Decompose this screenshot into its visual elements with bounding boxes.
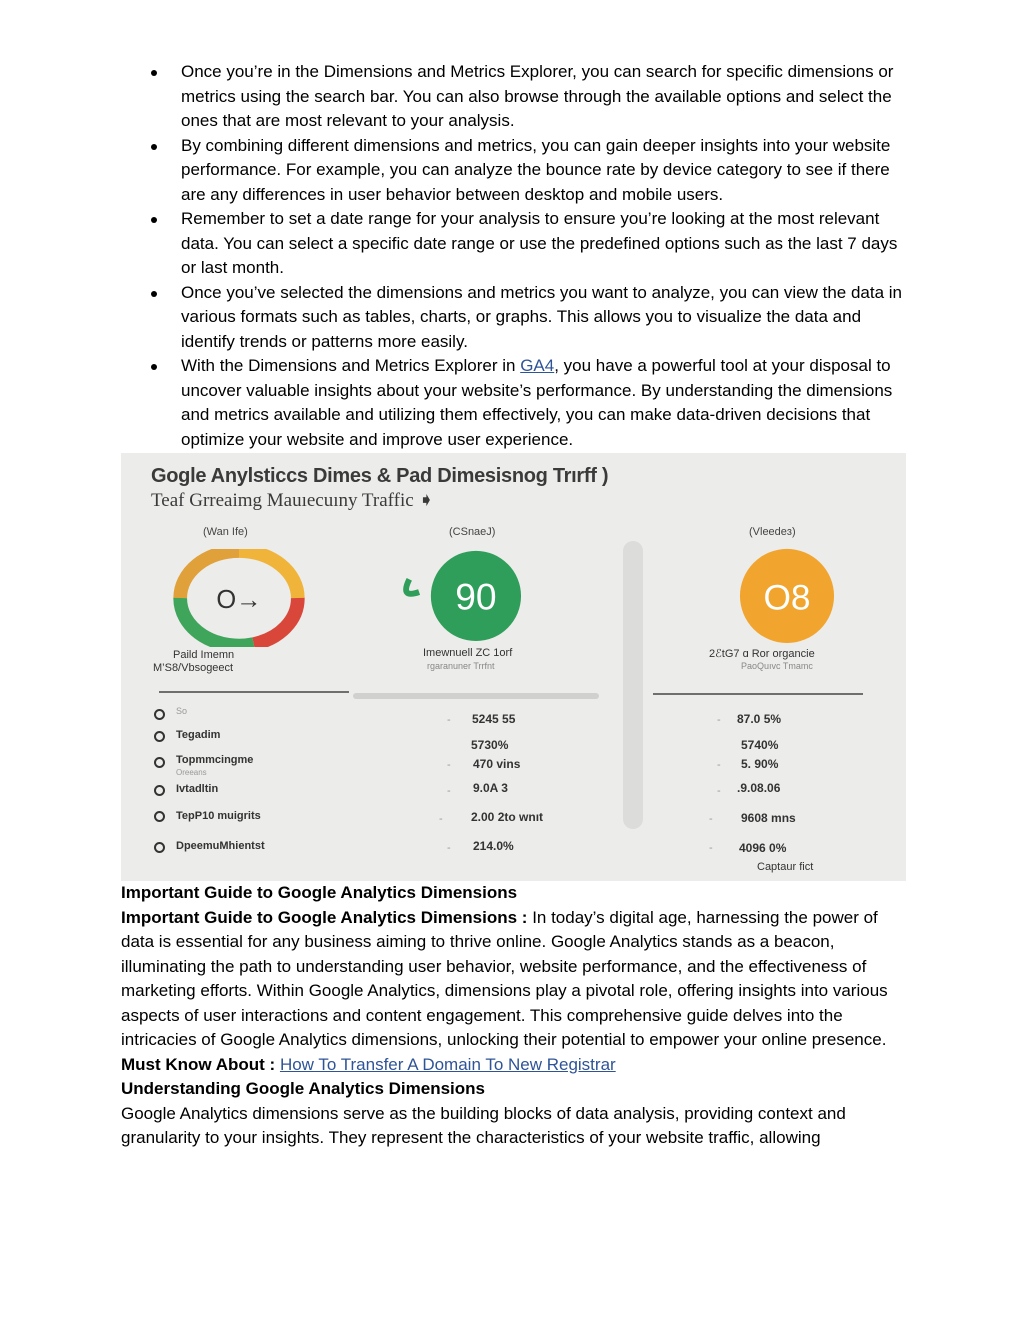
vertical-track (623, 541, 643, 829)
column-label: (Vleedeɜ) (749, 526, 796, 538)
row-value: 214.0% (473, 839, 514, 853)
column-caption-sub: M’S8/Vbsogeect (153, 662, 234, 674)
figure-title: Gogle Anylsticcs Dimes & Pad Dimesisnog Trırff ) (151, 465, 609, 487)
row-value: 470 vins (473, 757, 521, 771)
row-bullet-icon (154, 842, 165, 853)
body-paragraph: Google Analytics dimensions serve as the building blocks of data analysis, providing context and granularity to your insights. They represent the characteristics of your website traffic, allowing (121, 1103, 846, 1147)
row-value: 5245 55 (472, 712, 516, 726)
divider (159, 691, 349, 693)
column-caption: Imewnuell ZC 1orf (423, 647, 513, 659)
analytics-infographic: Gogle Anylsticcs Dimes & Pad Dimesisnog Trırff ) Teaf Grreaimg Mauıecuıny Traffic ➧ (Wan Ife) (CSnaeJ) (Vleedeɜ) O→ 90 O8 Paild Imemn M’S8/Vbsogeect Imewnuell ZC 1orf rgaranuner Trrfnt 2ℰtG7 ɑ Ror organcie PaoQuıvc Tmamc So - 5245 55 - 87.0 5% Tegadim 5730% 5740% Topmmcingme Oreeans - 470 vins - 5. 90% Ivtadltin - 9.0A 3 - .9.08.06 TepP10 muigrits - 2.00 2to wnıt - 9608 mns DpeemuMhientst - 214.0% - 4096 0% Captaur fict (121, 453, 906, 881)
row-bullet-icon (154, 757, 165, 768)
column-caption-sub: PaoQuıvc Tmamc (741, 661, 813, 671)
bullet-dot (151, 217, 157, 223)
column-caption-sub: rgaranuner Trrfnt (427, 661, 495, 671)
figure-subtitle: Teaf Grreaimg Mauıecuıny Traffic ➧ (151, 490, 435, 511)
donut-chart-icon (165, 549, 313, 647)
row-value: 9608 mns (741, 811, 796, 825)
row-label: So (176, 706, 188, 716)
svg-text:90: 90 (455, 575, 497, 618)
column-caption: 2ℰtG7 ɑ Ror organcie (709, 648, 815, 660)
row-label: TepP10 muigrits (176, 810, 261, 822)
bullet-list (121, 60, 906, 452)
bullet-dot (151, 364, 157, 370)
column-label: (Wan Ife) (203, 526, 248, 538)
row-label: Ivtadltin (176, 783, 219, 795)
bullet-item: With the Dimensions and Metrics Explorer in GA4, you have a powerful tool at your disposal to uncover valuable insights about your website’s performance. By understanding the dimensions and metrics available and utilizing them effectively, you can make data-driven decisions that optimize your website and improve user experience. (121, 354, 906, 452)
row-label: Tegadim (176, 729, 221, 741)
row-value: 9.0A 3 (473, 781, 508, 795)
column-label: (CSnaeJ) (449, 526, 496, 538)
bullet-dot (151, 70, 157, 76)
divider (353, 693, 599, 699)
must-know-line: Must Know About : How To Transfer A Domain To New Registrar (121, 1054, 616, 1074)
bullet-item: Remember to set a date range for your analysis to ensure you’re looking at the most relevant data. You can select a specific date range or use the predefined options such as the last 7 days or last month. (121, 207, 906, 281)
row-value: 87.0 5% (737, 712, 782, 726)
row-value: 5740% (741, 738, 779, 752)
svg-text:O→: O→ (216, 585, 262, 614)
row-value: 2.00 2to wnıt (471, 810, 544, 824)
row-bullet-icon (154, 785, 165, 796)
orange-badge-icon (713, 545, 861, 643)
green-badge-icon (399, 545, 547, 643)
row-bullet-icon (154, 709, 165, 720)
svg-text:O8: O8 (763, 578, 811, 618)
row-value: 5730% (471, 738, 509, 752)
bullet-item: Once you’re in the Dimensions and Metrics Explorer, you can search for specific dimensions or metrics using the search bar. You can also browse through the available options and select the ones that are most relevant to your analysis. (121, 60, 906, 134)
bullet-dot (151, 144, 157, 150)
bullet-dot (151, 291, 157, 297)
transfer-domain-link[interactable]: How To Transfer A Domain To New Registrar (279, 1054, 616, 1074)
bullet-item: By combining different dimensions and metrics, you can gain deeper insights into your website performance. For example, you can analyze the bounce rate by device category to see if there are any differences in user behavior between desktop and mobile users. (121, 134, 906, 208)
bullet-item: Once you’ve selected the dimensions and metrics you want to analyze, you can view the data in various formats such as tables, charts, or graphs. This allows you to visualize the data and identify trends or patterns more easily. (121, 281, 906, 355)
row-value: .9.08.06 (737, 781, 781, 795)
row-bullet-icon (154, 731, 165, 742)
divider (653, 693, 863, 695)
row-bullet-icon (154, 811, 165, 822)
row-label: Topmmcingme (176, 754, 254, 766)
row-value: 5. 90% (741, 757, 779, 771)
section-heading: Understanding Google Analytics Dimensions (121, 1079, 485, 1098)
document-page (121, 60, 906, 1151)
row-value: 4096 0% (739, 841, 787, 855)
column-caption: Paild Imemn (173, 649, 235, 661)
ga4-link[interactable]: GA4 (520, 356, 555, 375)
figure-footer: Captaur fict (757, 861, 814, 873)
intro-paragraph: Important Guide to Google Analytics Dimensions : In today’s digital age, harnessing the power of data is essential for any business aiming to thrive online. Google Analytics stands as a beacon, illuminating the path to understanding user behavior, website performance, and the effectiveness of marketing efforts. Within Google Analytics, dimensions play a pivotal role, offering insights into various aspects of user interactions and content engagement. This comprehensive guide delves into the intricacies of Google Analytics dimensions, unlocking their potential to empower your online presence. (121, 907, 888, 1049)
row-label: DpeemuMhientst (176, 840, 265, 852)
row-sublabel: Oreeans (176, 768, 207, 777)
section-heading: Important Guide to Google Analytics Dimensions (121, 883, 518, 902)
